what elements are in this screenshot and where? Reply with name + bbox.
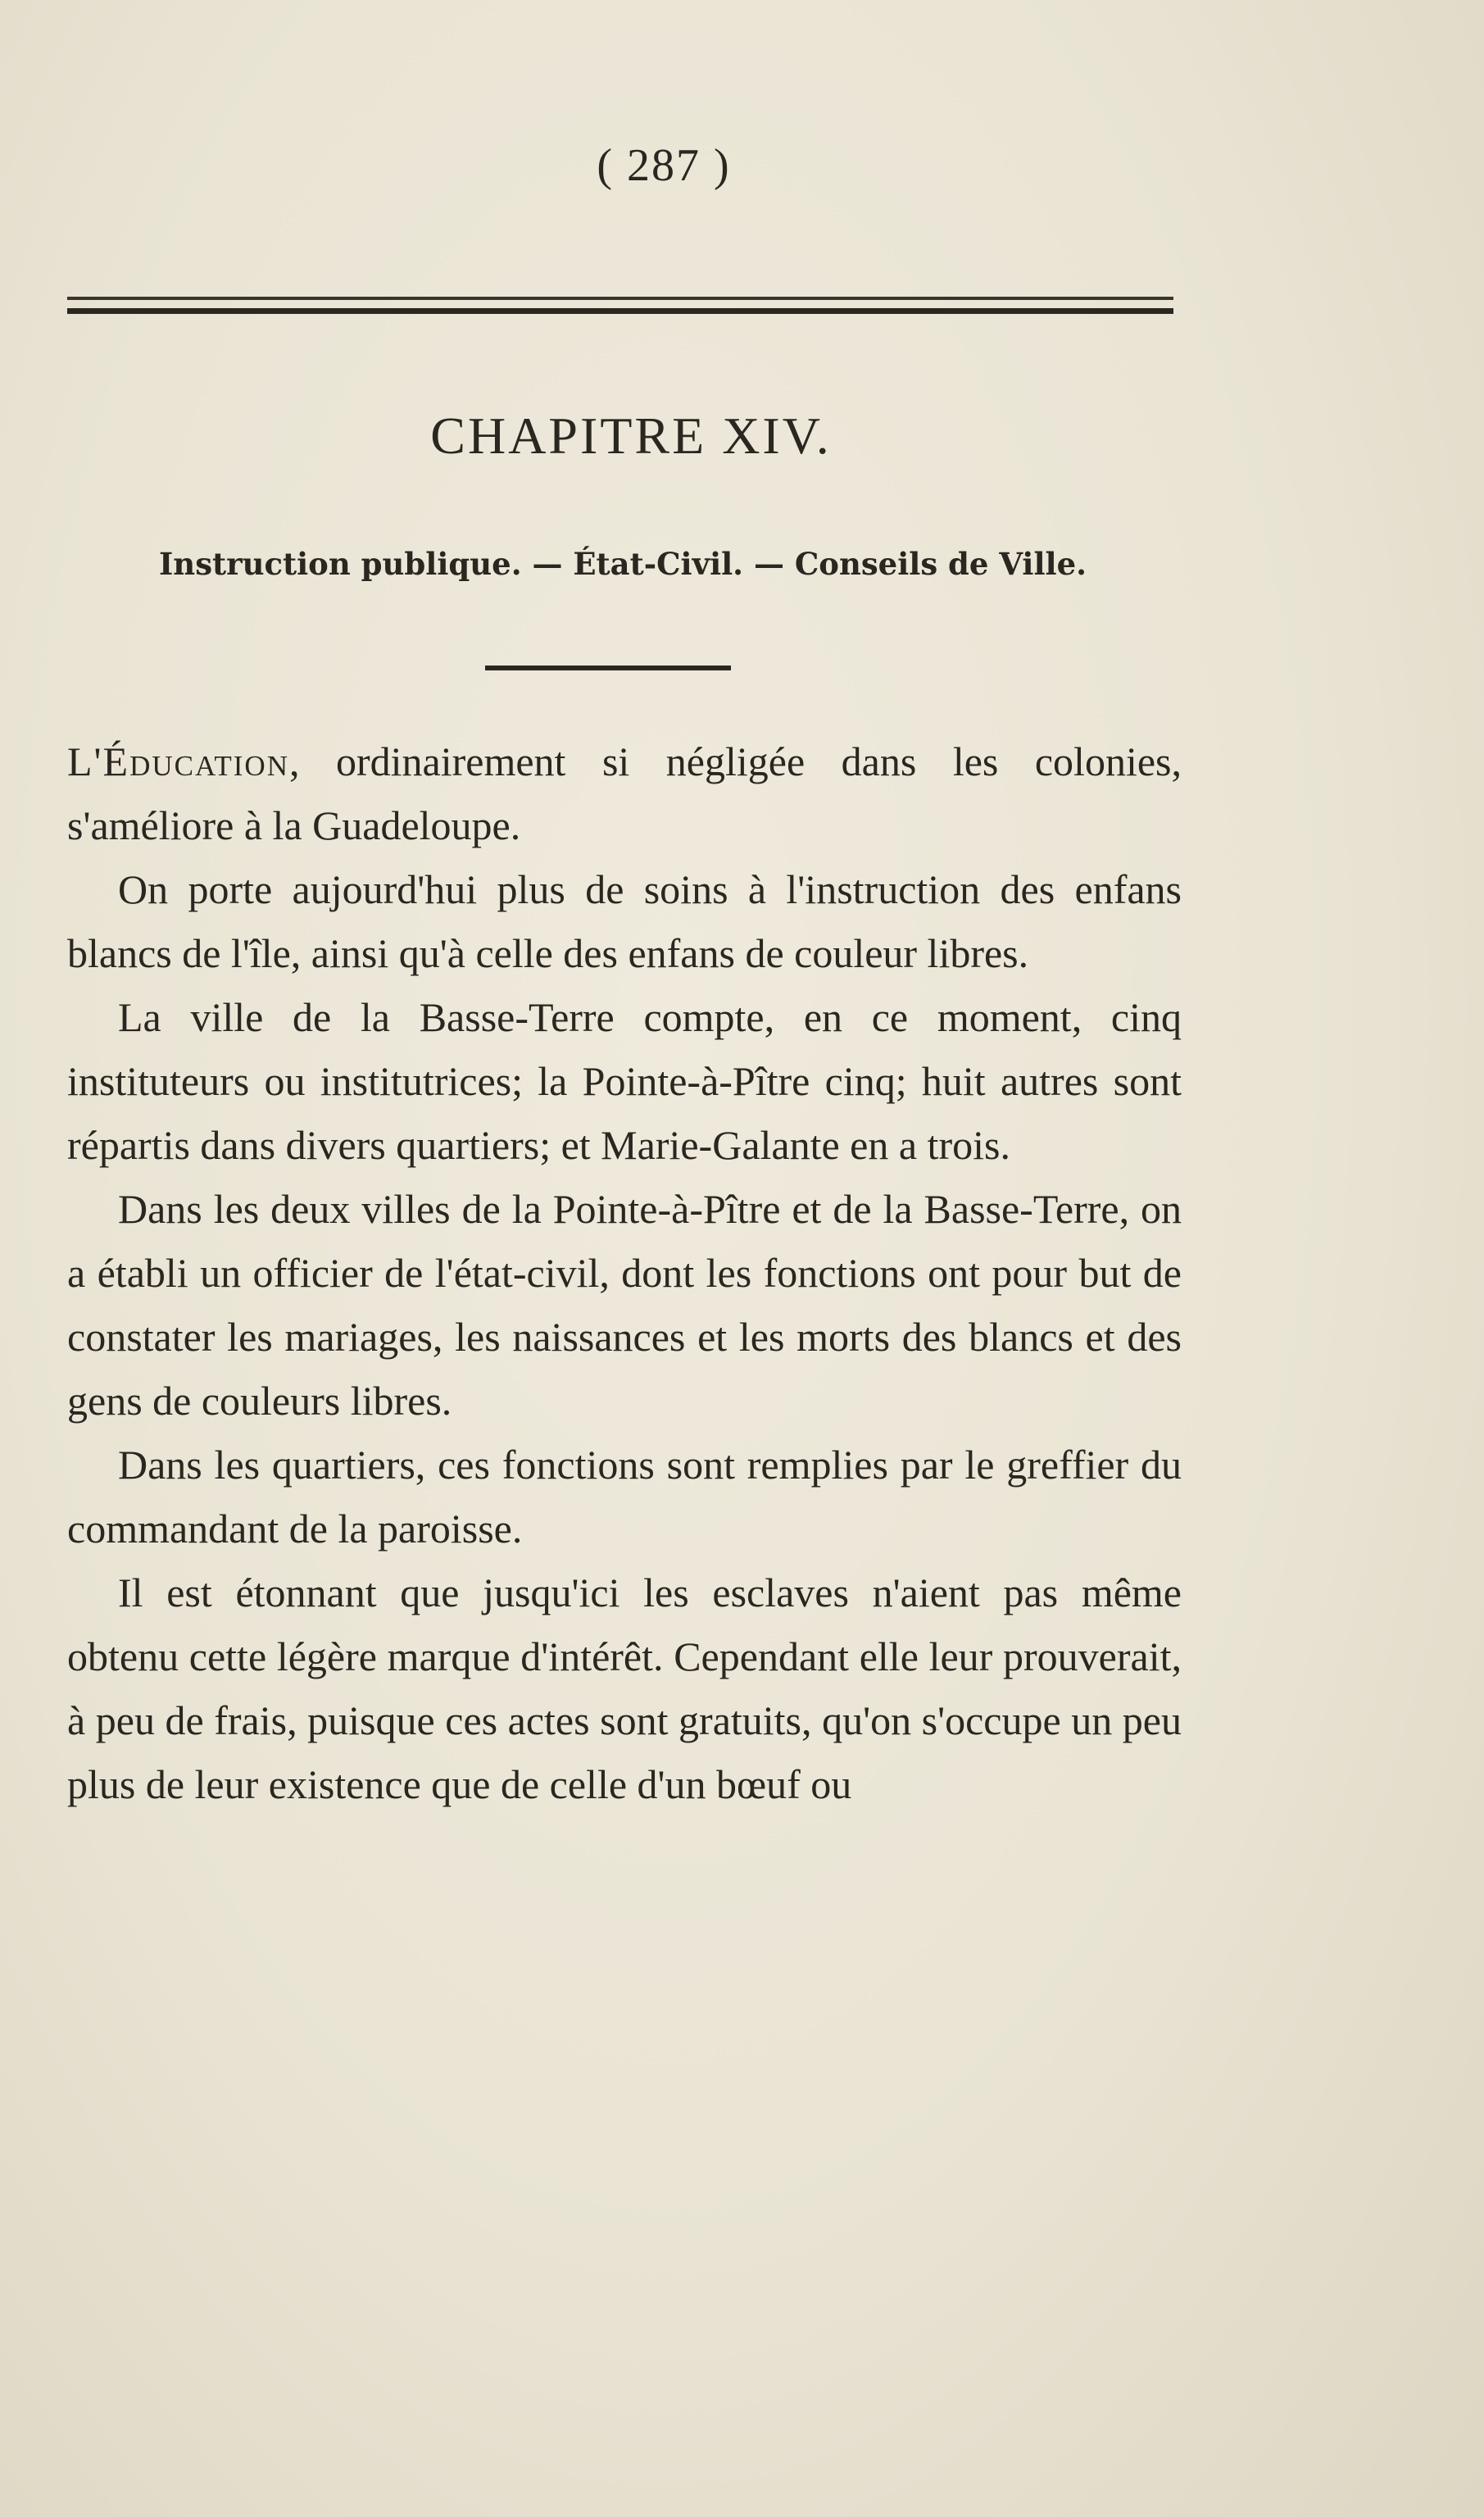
header-rule-thick [67, 308, 1173, 314]
paragraph-4: Dans les deux villes de la Pointe-à-Pître et de la Basse-Terre, on a établi un officier de l'état-civil, dont les fonctions ont pour but de constater les mariages, les naissances et les morts des blancs et des gens de couleurs libres. [67, 1186, 1182, 1424]
body-text [67, 729, 1182, 1816]
chapter-summary: Instruction publique. — État-Civil. — Conseils de Ville. [158, 546, 1087, 582]
header-rule-thin [67, 297, 1173, 300]
chapter-title: CHAPITRE XIV. [430, 407, 832, 465]
header-double-rule [67, 297, 1173, 315]
paragraph-1 [67, 729, 1182, 857]
paragraph-1-text: , ordinairement si négligée dans les colonies, s'améliore à la Guadeloupe. [67, 738, 1182, 848]
paragraph-6: Il est étonnant que jusqu'ici les esclaves n'aient pas même obtenu cette légère marque d'intérêt. Cependant elle leur prouverait, à peu de frais, puisque ces actes sont gratuits, qu'on s'occupe un peu plus de leur existence que de celle d'un bœuf ou [67, 1570, 1182, 1807]
paragraph-2: On porte aujourd'hui plus de soins à l'instruction des enfans blancs de l'île, ainsi qu'à celle des enfans de couleur libres. [67, 866, 1182, 976]
paragraph-5: Dans les quartiers, ces fonctions sont remplies par le greffier du commandant de la paroisse. [67, 1442, 1182, 1552]
paragraph-3: La ville de la Basse-Terre compte, en ce moment, cinq instituteurs ou institutrices; la Pointe-à-Pître cinq; huit autres sont répartis dans divers quartiers; et Marie-Galante en a trois. [67, 994, 1182, 1168]
page-number: ( 287 ) [597, 140, 731, 191]
drop-lead-word: L'Éducation [67, 738, 289, 784]
section-divider-rule [485, 666, 731, 670]
